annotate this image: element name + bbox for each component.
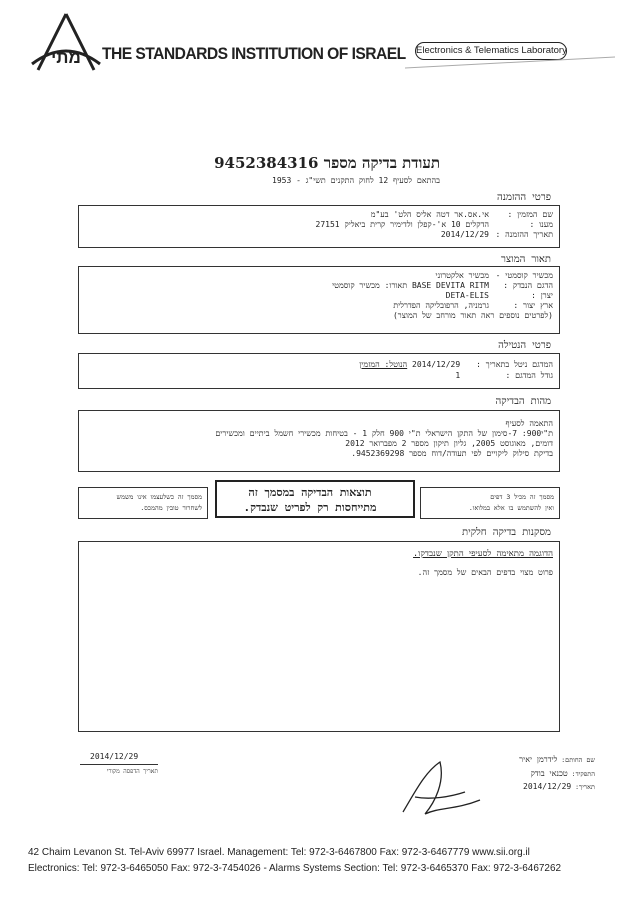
logo-text: מתי [51,48,81,67]
address-line-1: 42 Chaim Levanon St. Tel-Aviv 69977 Israel. Management: Tel: 972-3-6467800 Fax: 972-3-6467779 www.sii.org.il [28,846,530,858]
notice-results: תוצאות הבדיקה במסמך זה מתייחסות רק לפריט שנבדק. [215,480,415,518]
notice-customs: מסמך זה כשלעצמו אינו משמש לשחרור טובין מהמכס. [78,487,208,519]
order-box [78,205,560,248]
product-box [78,266,560,334]
product-row-category: מכשיר קוסמטי -מכשיר אלקטרוני [435,271,553,280]
test-line-1: התאמה לסעיף [505,419,553,428]
sample-box [78,353,560,389]
test-line-4: בדיקת סילוק ליקויים לפי תעודה/דוח מספר 9452369298. [351,449,553,458]
order-row-date: תאריך ההזמנה :2014/12/29 [440,230,553,239]
signer-date-row: תאריך: 2014/12/29 [523,782,595,791]
test-line-2: ת"י900: 7-סימון של התקן הישראלי ת"י 900 חלק 1 - בטיחות מכשירי חשמל ביתיים ומכשירים [215,429,553,438]
address-line-2: Electronics: Tel: 972-3-6465050 Fax: 972-3-7454026 - Alarms Systems Section: Tel: 972-3-6465370 Fax: 972-3-6467262 [28,862,562,874]
logo [30,10,102,78]
order-heading: פרטי ההזמנה [496,192,551,203]
order-row-address: מענו :הדקלים 10 א'-קפלן ולדימיר קרית ביאליק 27151 [315,220,553,229]
certificate-number: 9452384316 [214,154,319,172]
product-heading: תאור המוצר [501,254,551,265]
test-line-3: דומים, מאוגוסט 2005, גליון תיקון מספר 2 מפברואר 2012 [345,439,553,448]
lab-badge [415,42,567,60]
title-text: תעודת בדיקה מספר [323,154,440,172]
product-row-note: (לפרטים נוספים ראה תאור מורחב של המוצר) [392,311,553,320]
issue-date: 2014/12/29 [90,752,139,761]
product-row-model: הדגם הנבדק :BASE DEVITA RITM תאורו: מכשיר קוסמטי [332,281,553,290]
sample-row-date: המדגם ניטל בתאריך : 2014/12/29 הנוטל: המזמין [359,360,553,369]
signature-scribble [395,752,495,822]
notice-pages: מסמך זה מכיל 3 דפים ואין להשתמש בו אלא במלואו. [420,487,560,519]
conclusion-line-1: הדוגמה מתאימה לסעיפי התקן שנבדקו. [413,549,553,559]
conclusion-heading: מסקנות בדיקה חלקית [462,527,551,538]
signer-name-row: שם החותם: לידרמן יאיר [519,755,595,764]
issue-date-rule [80,764,158,765]
title-subtitle: בהתאם לסעיף 12 לחוק התקנים תשי"ג - 1953 [272,176,440,185]
issue-date-label: תאריך הדפסה מקורי [106,768,158,775]
product-row-manufacturer: יצרן :DETA-ELIS [445,291,553,300]
institution-name: THE STANDARDS INSTITUTION OF ISRAEL [102,44,406,63]
conclusion-line-2: פרוט מצוי בדפים הבאים של מסמך זה. [417,568,553,577]
sample-heading: פרטי הנטילה [498,340,551,351]
sample-row-size: גודל המדגם : 1 [455,371,553,380]
order-row-name: שם המזמין :אי.אס.אר דטה אליס הלט' בע"מ [370,210,553,219]
lab-name: Electronics & Telematics Laboratory [416,45,567,56]
certificate-title [150,154,440,173]
signer-role-row: התפקיד: טכנאי בודק [530,769,595,778]
test-heading: מהות הבדיקה [495,396,551,407]
test-box [78,410,560,472]
product-row-country: ארץ יצור :גרמניה, הרפובליקה הפדרלית [393,301,553,310]
conclusion-box [78,541,560,732]
